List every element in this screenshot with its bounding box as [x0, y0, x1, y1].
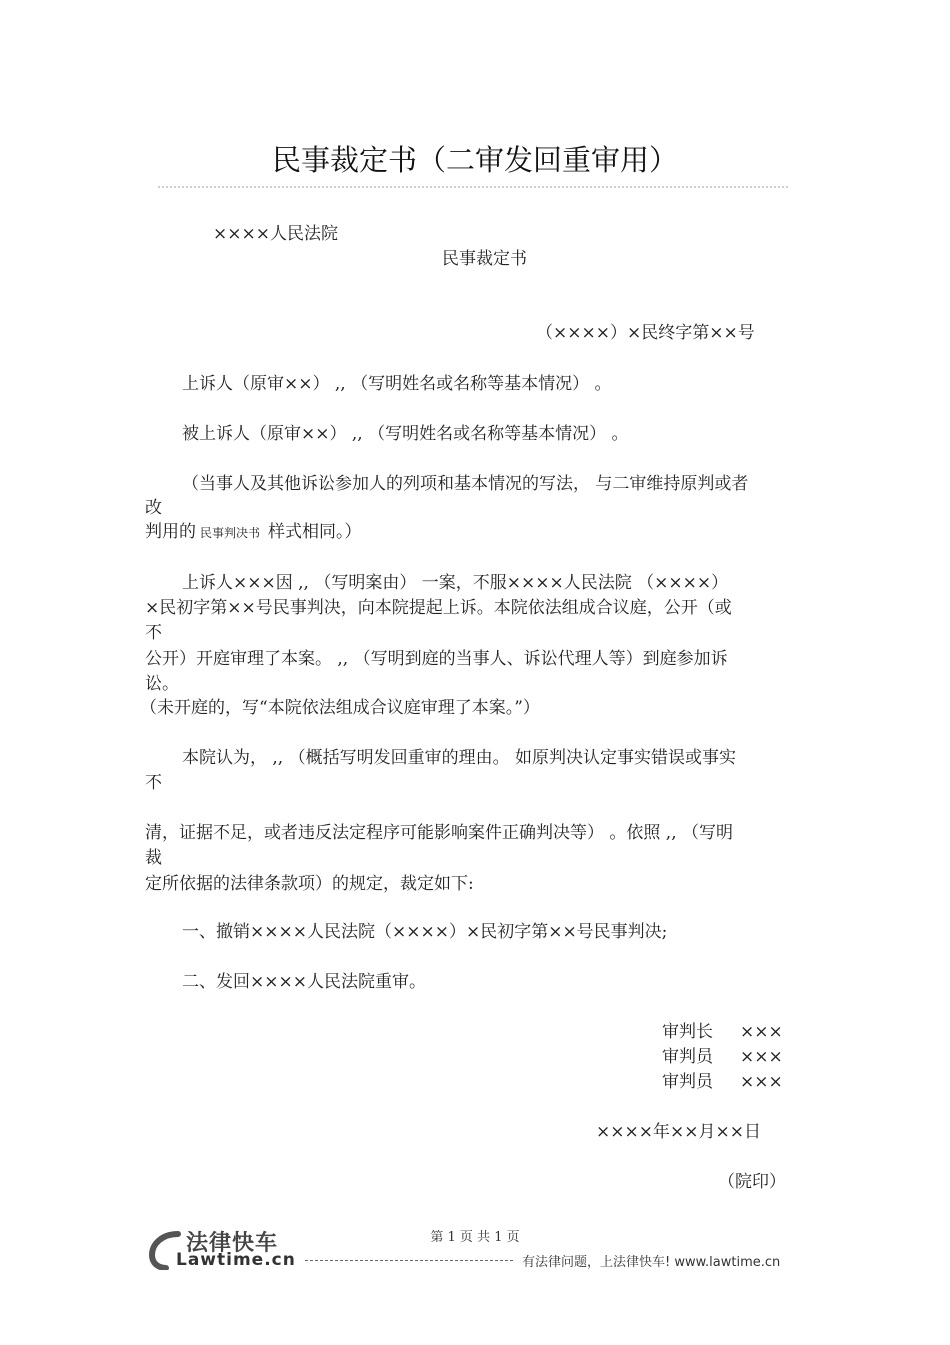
paragraph-appeal-line: （未开庭的，写“本院依法组成合议庭审理了本案。”） [140, 698, 540, 718]
court-seal-label: （院印） [718, 1172, 786, 1192]
paragraph-appeal-line: ×民初字第××号民事判决，向本院提起上诉。本院依法组成合议庭，公开（或 [145, 598, 732, 618]
document-title: 民事裁定书（二审发回重审用） [271, 143, 678, 177]
signature-role: 审判员 [662, 1072, 713, 1092]
paragraph-appellant: 上诉人（原审××） ,, （写明姓名或名称等基本情况） 。 [182, 374, 612, 394]
signature-role: 审判员 [662, 1047, 713, 1067]
title-divider [158, 186, 788, 188]
signature-name: ××× [740, 1022, 783, 1042]
paragraph-appeal-line: 不 [145, 623, 162, 643]
paragraph-note-line: 改 [145, 498, 162, 518]
logo-chinese-text: 法律快车 [186, 1231, 279, 1256]
signature-name: ××× [740, 1047, 783, 1067]
footer-divider [305, 1260, 513, 1261]
paragraph-reasoning-line: 定所依据的法律条款项）的规定，裁定如下: [145, 874, 474, 894]
footer-slogan: 有法律问题，上法律快车! www.lawtime.cn [522, 1255, 781, 1270]
signature-name: ××× [740, 1072, 783, 1092]
page-number: 第 1 页 共 1 页 [430, 1230, 520, 1245]
note-doc-name: 民事判决书 [200, 526, 261, 540]
paragraph-appeal-line: 公开）开庭审理了本案。 ,, （写明到庭的当事人、诉讼代理人等）到庭参加诉 [145, 649, 728, 669]
court-header: ××××人民法院 [213, 224, 338, 244]
paragraph-reasoning-line: 不 [145, 773, 162, 793]
note-text: 样式相同。） [268, 522, 362, 542]
doc-type-heading: 民事裁定书 [442, 249, 527, 269]
signature-role: 审判长 [662, 1022, 713, 1042]
paragraph-appellee: 被上诉人（原审××） ,, （写明姓名或名称等基本情况） 。 [182, 424, 629, 444]
ruling-item-1: 一、撤销××××人民法院（××××）×民初字第××号民事判决; [182, 922, 668, 942]
paragraph-reasoning-line: 本院认为， ,, （概括写明发回重审的理由。 如原判决认定事实错误或事实 [182, 748, 737, 768]
ruling-item-2: 二、发回××××人民法院重审。 [182, 972, 426, 992]
paragraph-appeal-line: 讼。 [145, 674, 179, 694]
note-text: 判用的 [145, 522, 196, 542]
case-number: （××××）×民终字第××号 [536, 323, 755, 343]
paragraph-note-line [145, 520, 362, 545]
paragraph-reasoning-line: 清，证据不足，或者违反法定程序可能影响案件正确判决等） 。依照 ,, （写明 [145, 823, 734, 843]
logo-english-text: Lawtime.cn [176, 1250, 296, 1270]
paragraph-appeal-line: 上诉人×××因 ,, （写明案由） 一案，不服××××人民法院 （××××） [182, 573, 729, 593]
ruling-date: ××××年××月××日 [596, 1122, 761, 1142]
paragraph-reasoning-line: 裁 [145, 848, 162, 868]
paragraph-note-line: （当事人及其他诉讼参加人的列项和基本情况的写法， 与二审维持原判或者 [182, 474, 749, 494]
